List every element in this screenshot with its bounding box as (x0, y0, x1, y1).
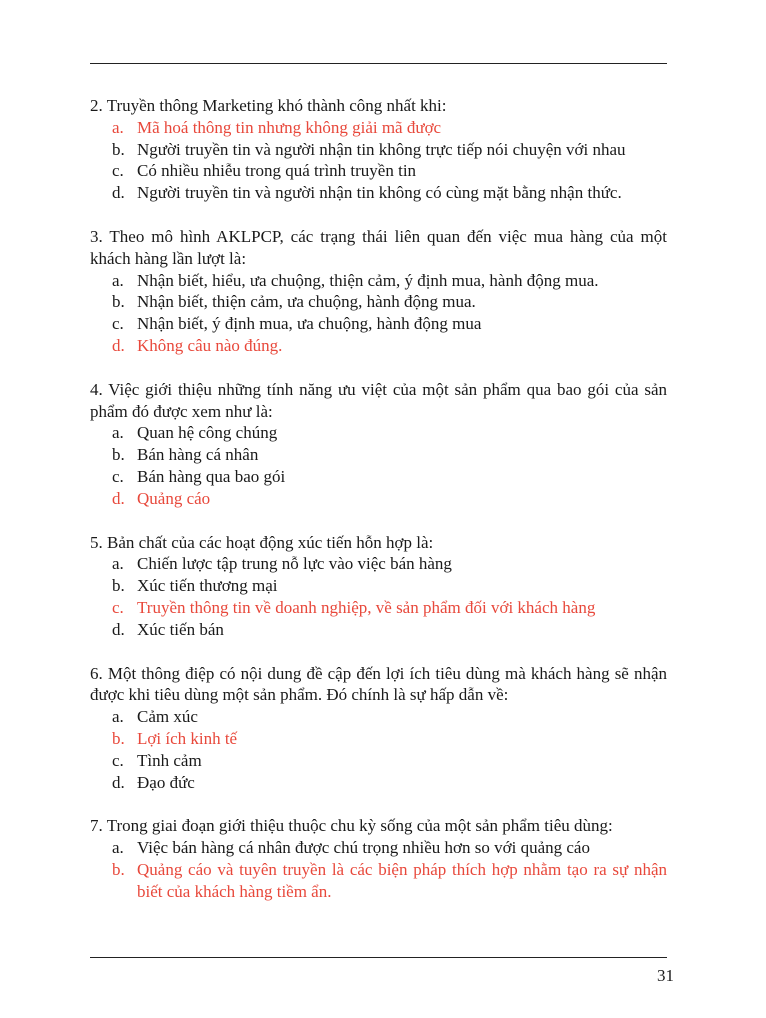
option-text: Quan hệ công chúng (137, 423, 278, 443)
option-text: Không câu nào đúng. (137, 335, 283, 355)
answer-option-d (112, 619, 667, 641)
option-letter: d. (112, 488, 125, 508)
option-letter: b. (112, 445, 125, 465)
answer-option-c (112, 597, 667, 619)
option-letter: d. (112, 183, 125, 203)
option-letter: a. (112, 423, 124, 443)
answer-option-a (112, 837, 667, 859)
answer-option-a (112, 553, 667, 575)
question-stem: 5. Bản chất của các hoạt động xúc tiến hỗn hợp là: (90, 532, 434, 552)
option-letter: c. (112, 314, 124, 334)
option-letter: d. (112, 619, 125, 639)
option-letter: a. (112, 838, 124, 858)
option-letter: a. (112, 117, 124, 137)
option-text: Bán hàng qua bao gói (137, 466, 286, 486)
option-letter: a. (112, 554, 124, 574)
option-text: Nhận biết, ý định mua, ưa chuộng, hành động mua (137, 314, 482, 334)
option-text: Nhận biết, hiểu, ưa chuộng, thiện cảm, ý định mua, hành động mua. (137, 270, 599, 290)
option-text: Quảng cáo và tuyên truyền là các biện pháp thích hợp nhằm tạo ra sự nhận biết của khách hàng tiềm ẩn. (137, 859, 667, 901)
question-3 (90, 226, 667, 357)
option-text: Xúc tiến bán (137, 619, 224, 639)
answer-option-b (112, 291, 667, 313)
question-stem: 2. Truyền thông Marketing khó thành công nhất khi: (90, 96, 447, 115)
option-letter: c. (112, 161, 124, 181)
question-stem: 7. Trong giai đoạn giới thiệu thuộc chu kỳ sống của một sản phẩm tiêu dùng: (90, 816, 613, 836)
option-text: Nhận biết, thiện cảm, ưa chuộng, hành động mua. (137, 292, 476, 312)
option-letter: d. (112, 772, 125, 792)
answer-option-b (112, 444, 667, 466)
answer-option-c (112, 160, 667, 182)
option-letter: c. (112, 750, 124, 770)
option-text: Xúc tiến thương mại (137, 576, 278, 596)
option-text: Tình cảm (137, 750, 202, 770)
answer-option-b (112, 575, 667, 597)
answer-option-d (112, 335, 667, 357)
option-text: Đạo đức (137, 772, 195, 792)
question-4 (90, 379, 667, 510)
question-stem: 3. Theo mô hình AKLPCP, các trạng thái liên quan đến việc mua hàng của một khách hàng lần lượt là: (90, 226, 667, 268)
answer-option-b (112, 859, 667, 903)
answer-option-a (112, 270, 667, 292)
answer-option-b (112, 728, 667, 750)
option-text: Lợi ích kinh tế (137, 728, 238, 748)
option-letter: c. (112, 597, 124, 617)
option-text: Bán hàng cá nhân (137, 445, 259, 465)
question-list (90, 95, 667, 925)
option-letter: a. (112, 707, 124, 727)
option-text: Người truyền tin và người nhận tin không trực tiếp nói chuyện với nhau (137, 139, 626, 159)
option-text: Mã hoá thông tin nhưng không giải mã được (137, 117, 442, 137)
question-5 (90, 532, 667, 641)
answer-option-a (112, 422, 667, 444)
answer-option-c (112, 750, 667, 772)
answer-option-d (112, 182, 667, 204)
question-stem: 4. Việc giới thiệu những tính năng ưu việt của một sản phẩm qua bao gói của sản phẩm đó được xem như là: (90, 379, 667, 421)
footer-rule (90, 957, 667, 958)
option-text: Quảng cáo (137, 488, 211, 508)
question-2 (90, 95, 667, 204)
question-6 (90, 663, 667, 794)
option-letter: b. (112, 292, 125, 312)
option-letter: a. (112, 270, 124, 290)
answer-option-a (112, 117, 667, 139)
option-letter: b. (112, 139, 125, 159)
option-text: Người truyền tin và người nhận tin không có cùng mặt bằng nhận thức. (137, 183, 622, 203)
option-letter: d. (112, 335, 125, 355)
answer-option-a (112, 706, 667, 728)
option-letter: b. (112, 576, 125, 596)
answer-option-b (112, 139, 667, 161)
option-text: Truyền thông tin về doanh nghiệp, về sản phẩm đối với khách hàng (137, 597, 596, 617)
answer-option-d (112, 772, 667, 794)
option-letter: b. (112, 728, 125, 748)
answer-option-d (112, 488, 667, 510)
option-text: Cảm xúc (137, 707, 198, 727)
answer-option-c (112, 466, 667, 488)
header-rule (90, 63, 667, 64)
page-number: 31 (657, 966, 674, 985)
question-stem: 6. Một thông điệp có nội dung đề cập đến lợi ích tiêu dùng mà khách hàng sẽ nhận được khi tiêu dùng một sản phẩm. Đó chính là sự hấp dẫn về: (90, 663, 667, 705)
question-7 (90, 815, 667, 902)
option-text: Có nhiều nhiễu trong quá trình truyền tin (137, 161, 417, 181)
option-letter: c. (112, 466, 124, 486)
option-text: Chiến lược tập trung nỗ lực vào việc bán hàng (137, 554, 452, 574)
option-text: Việc bán hàng cá nhân được chú trọng nhiều hơn so với quảng cáo (137, 838, 590, 858)
answer-option-c (112, 313, 667, 335)
option-letter: b. (112, 859, 125, 879)
